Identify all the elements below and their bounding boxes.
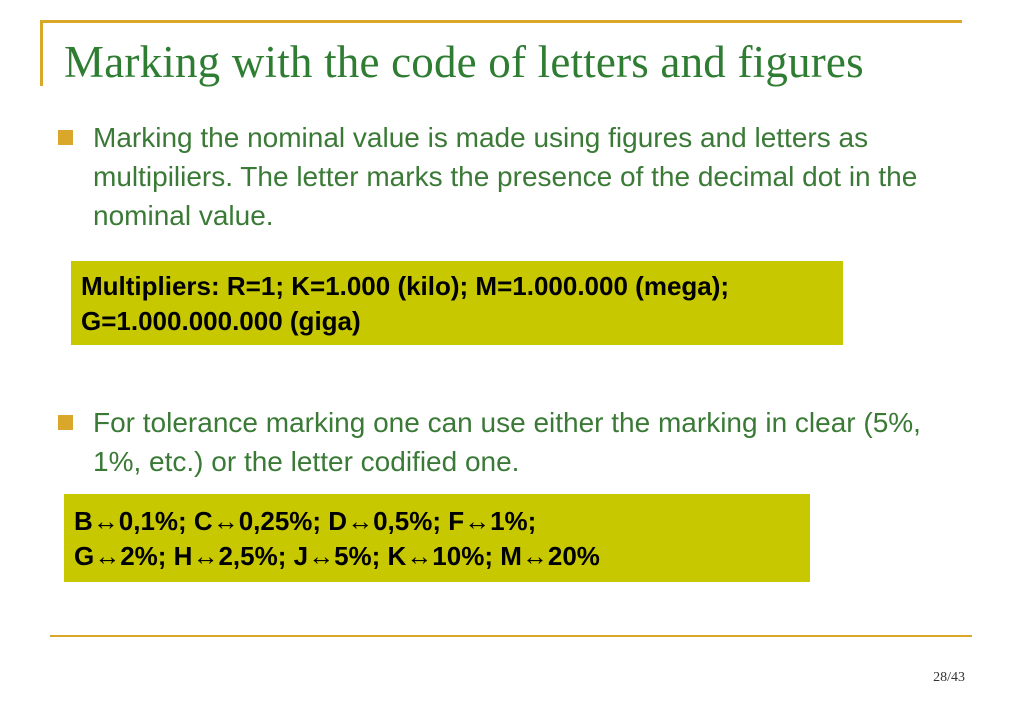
tolerance-codes-box (64, 494, 810, 582)
square-bullet-icon (58, 130, 73, 145)
square-bullet-icon (58, 415, 73, 430)
multipliers-box (71, 261, 843, 345)
bullet-item-nominal-value (58, 118, 938, 235)
top-accent-line (40, 20, 962, 23)
page-number: 28/43 (933, 670, 965, 685)
tolerance-codes-line-2: G↔2%; H↔2,5%; J↔5%; K↔10%; M↔20% (74, 541, 600, 571)
bullet-item-tolerance (58, 403, 938, 481)
bullet-text: Marking the nominal value is made using figures and letters as multipiliers. The letter marks the presence of the decimal dot in the nominal value. (93, 122, 918, 231)
bullet-text: For tolerance marking one can use either the marking in clear (5%, 1%, etc.) or the letter codified one. (93, 407, 921, 477)
slide-title: Marking with the code of letters and figures (64, 37, 864, 87)
multipliers-text: Multipliers: R=1; K=1.000 (kilo); M=1.000.000 (mega); G=1.000.000.000 (giga) (81, 271, 730, 336)
left-accent-line (40, 20, 43, 86)
footer-divider (50, 635, 972, 637)
tolerance-codes-line-1: B↔0,1%; C↔0,25%; D↔0,5%; F↔1%; (74, 506, 537, 536)
